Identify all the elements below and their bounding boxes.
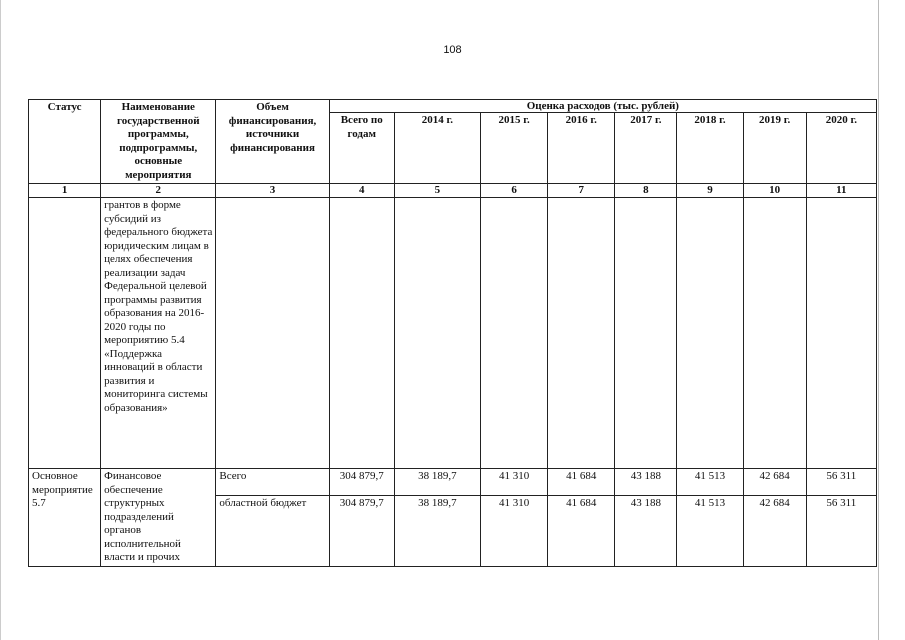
header-year-2015: 2015 г. [481, 113, 548, 184]
table-row-continued [29, 198, 877, 469]
value-2018: 41 513 [677, 469, 743, 496]
budget-table [28, 99, 877, 567]
value-2020: 56 311 [806, 469, 876, 496]
header-total-years: Всего по годам [329, 113, 394, 184]
value-2019: 42 684 [743, 469, 806, 496]
column-number: 10 [743, 184, 806, 198]
header-status: Статус [29, 100, 101, 184]
continued-program-name: грантов в форме субсидий из федерального бюджета юридическим лицам в целях обеспечения реализации задач Федеральной целевой программы развития образования на 2016-2020 годы по мероприятию 5.4 «Поддержка инноваций в области развития и мониторинга системы образования» [101, 198, 216, 469]
header-funding-volume: Объем финансирования, источники финансирования [216, 100, 329, 184]
value-2016: 41 684 [548, 469, 615, 496]
column-number: 6 [481, 184, 548, 198]
empty-cell [481, 198, 548, 469]
value-2020: 56 311 [806, 496, 876, 566]
empty-cell [677, 198, 743, 469]
column-number: 8 [615, 184, 677, 198]
empty-cell [743, 198, 806, 469]
value-2015: 41 310 [481, 469, 548, 496]
column-number: 2 [101, 184, 216, 198]
header-year-2020: 2020 г. [806, 113, 876, 184]
value-2017: 43 188 [615, 469, 677, 496]
scan-artifact-line [0, 0, 1, 640]
header-year-2016: 2016 г. [548, 113, 615, 184]
value-2016: 41 684 [548, 496, 615, 566]
measure-status: Основное мероприятие 5.7 [29, 469, 101, 567]
value-2014: 38 189,7 [394, 496, 480, 566]
value-2015: 41 310 [481, 496, 548, 566]
column-number: 4 [329, 184, 394, 198]
column-number: 5 [394, 184, 480, 198]
column-number: 7 [548, 184, 615, 198]
value-total: 304 879,7 [329, 469, 394, 496]
empty-cell [216, 198, 329, 469]
header-year-2018: 2018 г. [677, 113, 743, 184]
empty-cell [329, 198, 394, 469]
column-number: 9 [677, 184, 743, 198]
empty-cell [548, 198, 615, 469]
empty-cell [394, 198, 480, 469]
value-2017: 43 188 [615, 496, 677, 566]
measure-name: Финансовое обеспечение структурных подразделений органов исполнительной власти и прочих [101, 469, 216, 567]
funding-source: областной бюджет [216, 496, 329, 566]
empty-cell [29, 198, 101, 469]
header-year-2014: 2014 г. [394, 113, 480, 184]
value-2014: 38 189,7 [394, 469, 480, 496]
empty-cell [806, 198, 876, 469]
header-cost-estimate: Оценка расходов (тыс. рублей) [329, 100, 876, 113]
scan-artifact-line [878, 0, 879, 640]
funding-source: Всего [216, 469, 329, 496]
column-number: 1 [29, 184, 101, 198]
column-number: 3 [216, 184, 329, 198]
column-number: 11 [806, 184, 876, 198]
header-program-name: Наименование государственной программы, подпрограммы, основные мероприятия [101, 100, 216, 184]
value-2019: 42 684 [743, 496, 806, 566]
table-row-total [29, 469, 877, 496]
value-total: 304 879,7 [329, 496, 394, 566]
header-row-1 [29, 100, 877, 113]
page-number: 108 [443, 44, 462, 56]
empty-cell [615, 198, 677, 469]
column-number-row [29, 184, 877, 198]
header-year-2019: 2019 г. [743, 113, 806, 184]
header-year-2017: 2017 г. [615, 113, 677, 184]
value-2018: 41 513 [677, 496, 743, 566]
